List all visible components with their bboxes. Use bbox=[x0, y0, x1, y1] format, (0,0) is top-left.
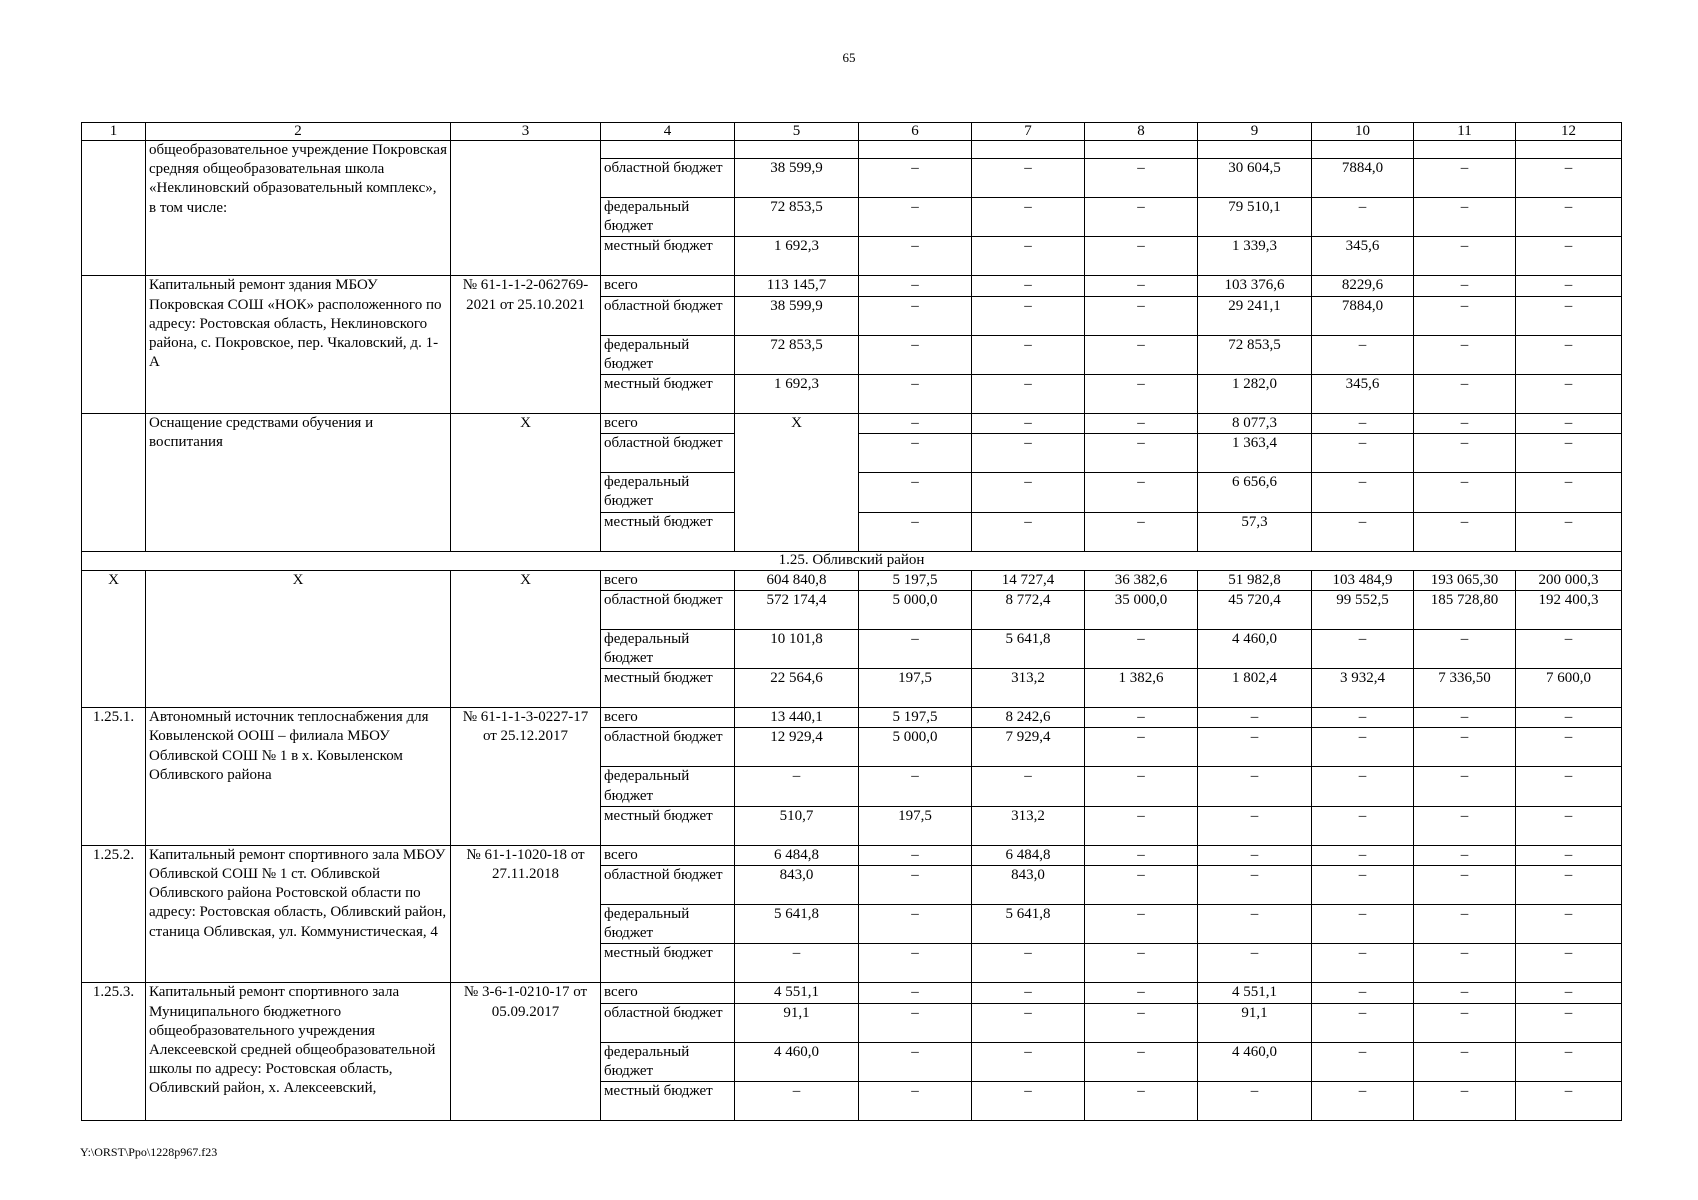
value-cell: 313,2 bbox=[972, 669, 1085, 708]
value-cell: 91,1 bbox=[735, 1003, 859, 1042]
value-cell: – bbox=[1085, 335, 1198, 374]
table-row bbox=[82, 551, 1622, 570]
value-cell: – bbox=[1085, 629, 1198, 668]
value-cell: 5 641,8 bbox=[972, 629, 1085, 668]
value-cell: 192 400,3 bbox=[1516, 590, 1622, 629]
value-cell: – bbox=[1198, 728, 1312, 767]
document-cell: Х bbox=[451, 570, 601, 708]
funding-source-cell: областной бюджет bbox=[601, 590, 735, 629]
document-cell: № 61-1-1020-18 от 27.11.2018 bbox=[451, 845, 601, 983]
value-cell: 3 932,4 bbox=[1312, 669, 1414, 708]
funding-source-cell: федеральный бюджет bbox=[601, 335, 735, 374]
value-cell: – bbox=[1085, 434, 1198, 473]
value-cell: 843,0 bbox=[972, 866, 1085, 905]
value-cell: – bbox=[859, 1003, 972, 1042]
value-cell: – bbox=[1516, 866, 1622, 905]
value-cell: – bbox=[1085, 296, 1198, 335]
funding-source-cell: областной бюджет bbox=[601, 434, 735, 473]
value-cell: – bbox=[1414, 866, 1516, 905]
value-cell: – bbox=[1312, 708, 1414, 728]
value-cell: – bbox=[1414, 1082, 1516, 1121]
value-cell: 313,2 bbox=[972, 806, 1085, 845]
value-cell: 4 460,0 bbox=[735, 1042, 859, 1081]
value-cell: – bbox=[972, 512, 1085, 551]
empty-cell bbox=[601, 141, 735, 159]
value-cell: – bbox=[972, 159, 1085, 198]
value-cell: 79 510,1 bbox=[1198, 198, 1312, 237]
value-cell: – bbox=[1312, 335, 1414, 374]
value-cell: – bbox=[1198, 944, 1312, 983]
value-cell: – bbox=[735, 1082, 859, 1121]
value-cell: – bbox=[972, 944, 1085, 983]
value-cell: – bbox=[1085, 1042, 1198, 1081]
value-cell: 1 363,4 bbox=[1198, 434, 1312, 473]
budget-table bbox=[81, 122, 1622, 1121]
value-cell: – bbox=[1516, 198, 1622, 237]
table-row bbox=[82, 414, 1622, 434]
funding-source-cell: местный бюджет bbox=[601, 237, 735, 276]
funding-source-cell: областной бюджет bbox=[601, 866, 735, 905]
value-cell: 99 552,5 bbox=[1312, 590, 1414, 629]
value-cell: 4 551,1 bbox=[1198, 983, 1312, 1003]
value-cell: – bbox=[1516, 708, 1622, 728]
funding-source-cell: областной бюджет bbox=[601, 1003, 735, 1042]
value-cell: 13 440,1 bbox=[735, 708, 859, 728]
value-cell: – bbox=[1312, 1082, 1414, 1121]
table-row bbox=[82, 276, 1622, 296]
value-cell: 103 376,6 bbox=[1198, 276, 1312, 296]
funding-source-cell: всего bbox=[601, 570, 735, 590]
empty-cell bbox=[1516, 141, 1622, 159]
value-cell: – bbox=[859, 845, 972, 865]
value-cell: 45 720,4 bbox=[1198, 590, 1312, 629]
header-row bbox=[82, 123, 1622, 141]
value-cell: – bbox=[859, 159, 972, 198]
value-cell: 29 241,1 bbox=[1198, 296, 1312, 335]
value-cell: – bbox=[1312, 1003, 1414, 1042]
value-cell: 7 600,0 bbox=[1516, 669, 1622, 708]
value-cell: – bbox=[1312, 1042, 1414, 1081]
value-cell: – bbox=[972, 375, 1085, 414]
value-cell: – bbox=[1516, 473, 1622, 512]
item-number-cell: Х bbox=[82, 570, 146, 708]
item-name-cell: Оснащение средствами обучения и воспитания bbox=[146, 414, 451, 552]
value-cell: – bbox=[1198, 708, 1312, 728]
value-cell: 185 728,80 bbox=[1414, 590, 1516, 629]
empty-cell bbox=[1312, 141, 1414, 159]
value-cell: – bbox=[859, 237, 972, 276]
column-header: 5 bbox=[735, 123, 859, 141]
value-cell: – bbox=[1516, 845, 1622, 865]
section-header: 1.25. Обливский район bbox=[82, 551, 1622, 570]
document-cell: № 61-1-1-3-0227-17 от 25.12.2017 bbox=[451, 708, 601, 846]
value-cell: – bbox=[1414, 335, 1516, 374]
value-cell: – bbox=[1414, 512, 1516, 551]
value-cell: – bbox=[972, 335, 1085, 374]
item-number-cell bbox=[82, 276, 146, 414]
funding-source-cell: всего bbox=[601, 276, 735, 296]
item-name-cell: Капитальный ремонт спортивного зала МБОУ Обливской СОШ № 1 ст. Обливской Обливского района Ростовской области по адресу: Ростовская область, Обливский район, станица Обливская, ул. Коммунистическая, 4 bbox=[146, 845, 451, 983]
value-cell: – bbox=[972, 767, 1085, 806]
value-cell: – bbox=[1516, 1042, 1622, 1081]
funding-source-cell: местный бюджет bbox=[601, 669, 735, 708]
value-cell: – bbox=[1414, 375, 1516, 414]
document-cell: Х bbox=[451, 414, 601, 552]
value-cell: – bbox=[1516, 983, 1622, 1003]
funding-source-cell: областной бюджет bbox=[601, 296, 735, 335]
value-cell: – bbox=[1414, 237, 1516, 276]
value-cell: – bbox=[859, 629, 972, 668]
value-cell: – bbox=[1085, 237, 1198, 276]
value-cell: – bbox=[1085, 905, 1198, 944]
empty-cell bbox=[1414, 141, 1516, 159]
funding-source-cell: областной бюджет bbox=[601, 728, 735, 767]
column-header: 7 bbox=[972, 123, 1085, 141]
value-cell: – bbox=[1312, 845, 1414, 865]
value-cell: – bbox=[859, 296, 972, 335]
value-cell: – bbox=[1085, 198, 1198, 237]
value-cell: – bbox=[1085, 1003, 1198, 1042]
value-cell: – bbox=[1198, 845, 1312, 865]
value-cell: – bbox=[735, 944, 859, 983]
funding-source-cell: местный бюджет bbox=[601, 512, 735, 551]
value-cell: 5 197,5 bbox=[859, 708, 972, 728]
value-cell: – bbox=[1085, 512, 1198, 551]
footer-file-path: Y:\ORST\Ppo\1228p967.f23 bbox=[80, 1145, 218, 1159]
column-header: 2 bbox=[146, 123, 451, 141]
column-header: 3 bbox=[451, 123, 601, 141]
value-cell: Х bbox=[735, 414, 859, 552]
value-cell: – bbox=[1085, 983, 1198, 1003]
value-cell: 200 000,3 bbox=[1516, 570, 1622, 590]
funding-source-cell: всего bbox=[601, 708, 735, 728]
value-cell: 1 339,3 bbox=[1198, 237, 1312, 276]
column-header: 6 bbox=[859, 123, 972, 141]
value-cell: – bbox=[1414, 198, 1516, 237]
value-cell: 6 484,8 bbox=[972, 845, 1085, 865]
document-cell: № 61-1-1-2-062769-2021 от 25.10.2021 bbox=[451, 276, 601, 414]
value-cell: – bbox=[972, 434, 1085, 473]
value-cell: – bbox=[735, 767, 859, 806]
value-cell: – bbox=[1085, 708, 1198, 728]
value-cell: – bbox=[1414, 1042, 1516, 1081]
value-cell: – bbox=[1085, 1082, 1198, 1121]
value-cell: – bbox=[1414, 1003, 1516, 1042]
value-cell: – bbox=[1516, 237, 1622, 276]
value-cell: 4 460,0 bbox=[1198, 1042, 1312, 1081]
value-cell: – bbox=[1312, 806, 1414, 845]
value-cell: – bbox=[972, 1042, 1085, 1081]
funding-source-cell: местный бюджет bbox=[601, 1082, 735, 1121]
value-cell: 103 484,9 bbox=[1312, 570, 1414, 590]
value-cell: 8 772,4 bbox=[972, 590, 1085, 629]
funding-source-cell: федеральный бюджет bbox=[601, 905, 735, 944]
item-number-cell bbox=[82, 414, 146, 552]
value-cell: – bbox=[1312, 728, 1414, 767]
value-cell: 91,1 bbox=[1198, 1003, 1312, 1042]
table-row bbox=[82, 708, 1622, 728]
funding-source-cell: местный бюджет bbox=[601, 806, 735, 845]
funding-source-cell: местный бюджет bbox=[601, 944, 735, 983]
value-cell: – bbox=[1312, 944, 1414, 983]
value-cell: – bbox=[1516, 434, 1622, 473]
value-cell: 38 599,9 bbox=[735, 296, 859, 335]
value-cell: – bbox=[859, 983, 972, 1003]
column-header: 8 bbox=[1085, 123, 1198, 141]
value-cell: – bbox=[859, 767, 972, 806]
value-cell: – bbox=[859, 414, 972, 434]
value-cell: – bbox=[972, 414, 1085, 434]
value-cell: – bbox=[1414, 629, 1516, 668]
value-cell: – bbox=[1312, 512, 1414, 551]
document-cell bbox=[451, 141, 601, 276]
value-cell: – bbox=[859, 276, 972, 296]
value-cell: 843,0 bbox=[735, 866, 859, 905]
value-cell: – bbox=[1312, 629, 1414, 668]
column-header: 12 bbox=[1516, 123, 1622, 141]
funding-source-cell: всего bbox=[601, 983, 735, 1003]
item-number-cell: 1.25.1. bbox=[82, 708, 146, 846]
value-cell: – bbox=[1414, 905, 1516, 944]
value-cell: 197,5 bbox=[859, 806, 972, 845]
column-header: 9 bbox=[1198, 123, 1312, 141]
value-cell: 22 564,6 bbox=[735, 669, 859, 708]
value-cell: – bbox=[972, 983, 1085, 1003]
value-cell: – bbox=[972, 1003, 1085, 1042]
value-cell: – bbox=[1516, 375, 1622, 414]
value-cell: 57,3 bbox=[1198, 512, 1312, 551]
value-cell: 1 692,3 bbox=[735, 237, 859, 276]
value-cell: 1 692,3 bbox=[735, 375, 859, 414]
value-cell: – bbox=[1414, 473, 1516, 512]
value-cell: 8 242,6 bbox=[972, 708, 1085, 728]
column-header: 10 bbox=[1312, 123, 1414, 141]
value-cell: – bbox=[1198, 866, 1312, 905]
value-cell: – bbox=[1516, 806, 1622, 845]
page-number: 65 bbox=[842, 50, 856, 65]
value-cell: – bbox=[1085, 806, 1198, 845]
value-cell: 35 000,0 bbox=[1085, 590, 1198, 629]
value-cell: 1 382,6 bbox=[1085, 669, 1198, 708]
value-cell: – bbox=[1312, 767, 1414, 806]
funding-source-cell: федеральный бюджет bbox=[601, 473, 735, 512]
value-cell: 7 929,4 bbox=[972, 728, 1085, 767]
funding-source-cell: федеральный бюджет bbox=[601, 767, 735, 806]
value-cell: 72 853,5 bbox=[735, 198, 859, 237]
value-cell: 72 853,5 bbox=[735, 335, 859, 374]
value-cell: 8229,6 bbox=[1312, 276, 1414, 296]
empty-cell bbox=[735, 141, 859, 159]
item-name-cell: Капитальный ремонт спортивного зала Муниципального бюджетного общеобразовательного учреждения Алексеевской средней общеобразовательной школы по адресу: Ростовская область, Обливский район, х. Алексеевский, bbox=[146, 983, 451, 1121]
value-cell: – bbox=[1085, 845, 1198, 865]
value-cell: – bbox=[1414, 845, 1516, 865]
value-cell: – bbox=[972, 1082, 1085, 1121]
value-cell: 113 145,7 bbox=[735, 276, 859, 296]
value-cell: – bbox=[1516, 414, 1622, 434]
value-cell: – bbox=[1516, 629, 1622, 668]
value-cell: – bbox=[859, 866, 972, 905]
value-cell: – bbox=[1312, 198, 1414, 237]
value-cell: – bbox=[1312, 414, 1414, 434]
value-cell: – bbox=[859, 473, 972, 512]
value-cell: – bbox=[1414, 296, 1516, 335]
funding-source-cell: всего bbox=[601, 845, 735, 865]
value-cell: 4 551,1 bbox=[735, 983, 859, 1003]
value-cell: 604 840,8 bbox=[735, 570, 859, 590]
table-row bbox=[82, 983, 1622, 1003]
funding-source-cell: местный бюджет bbox=[601, 375, 735, 414]
value-cell: – bbox=[1414, 728, 1516, 767]
value-cell: – bbox=[1516, 767, 1622, 806]
funding-source-cell: федеральный бюджет bbox=[601, 1042, 735, 1081]
value-cell: 5 000,0 bbox=[859, 590, 972, 629]
empty-cell bbox=[859, 141, 972, 159]
value-cell: – bbox=[1312, 983, 1414, 1003]
value-cell: 1 282,0 bbox=[1198, 375, 1312, 414]
value-cell: 345,6 bbox=[1312, 237, 1414, 276]
value-cell: – bbox=[1414, 983, 1516, 1003]
value-cell: – bbox=[1085, 866, 1198, 905]
item-name-cell: Автономный источник теплоснабжения для Ковыленской ООШ – филиала МБОУ Обливской СОШ № 1 в х. Ковыленском Обливского района bbox=[146, 708, 451, 846]
value-cell: – bbox=[859, 512, 972, 551]
value-cell: – bbox=[1312, 434, 1414, 473]
value-cell: 5 641,8 bbox=[972, 905, 1085, 944]
item-name-cell: общеобразовательное учреждение Покровская средняя общеобразовательная школа «Неклиновский образовательный комплекс», в том числе: bbox=[146, 141, 451, 276]
value-cell: 6 656,6 bbox=[1198, 473, 1312, 512]
value-cell: – bbox=[1414, 276, 1516, 296]
value-cell: – bbox=[1414, 414, 1516, 434]
empty-cell bbox=[1085, 141, 1198, 159]
column-header: 4 bbox=[601, 123, 735, 141]
value-cell: – bbox=[859, 1042, 972, 1081]
value-cell: – bbox=[1198, 806, 1312, 845]
value-cell: – bbox=[1085, 414, 1198, 434]
value-cell: 12 929,4 bbox=[735, 728, 859, 767]
value-cell: – bbox=[1516, 512, 1622, 551]
column-header: 1 bbox=[82, 123, 146, 141]
value-cell: – bbox=[859, 434, 972, 473]
value-cell: 10 101,8 bbox=[735, 629, 859, 668]
value-cell: – bbox=[972, 276, 1085, 296]
value-cell: – bbox=[972, 198, 1085, 237]
value-cell: – bbox=[1198, 1082, 1312, 1121]
value-cell: – bbox=[1516, 1082, 1622, 1121]
value-cell: – bbox=[1198, 767, 1312, 806]
value-cell: 8 077,3 bbox=[1198, 414, 1312, 434]
funding-source-cell: федеральный бюджет bbox=[601, 629, 735, 668]
value-cell: – bbox=[1516, 335, 1622, 374]
value-cell: – bbox=[1085, 944, 1198, 983]
empty-cell bbox=[972, 141, 1085, 159]
item-name-cell: Х bbox=[146, 570, 451, 708]
value-cell: – bbox=[859, 944, 972, 983]
funding-source-cell: областной бюджет bbox=[601, 159, 735, 198]
value-cell: 1 802,4 bbox=[1198, 669, 1312, 708]
value-cell: 38 599,9 bbox=[735, 159, 859, 198]
value-cell: – bbox=[1414, 159, 1516, 198]
value-cell: 5 641,8 bbox=[735, 905, 859, 944]
value-cell: 4 460,0 bbox=[1198, 629, 1312, 668]
value-cell: – bbox=[1198, 905, 1312, 944]
value-cell: 36 382,6 bbox=[1085, 570, 1198, 590]
value-cell: – bbox=[859, 198, 972, 237]
value-cell: 510,7 bbox=[735, 806, 859, 845]
value-cell: 7884,0 bbox=[1312, 159, 1414, 198]
value-cell: – bbox=[1085, 473, 1198, 512]
value-cell: – bbox=[1085, 159, 1198, 198]
value-cell: – bbox=[1516, 296, 1622, 335]
value-cell: – bbox=[972, 296, 1085, 335]
value-cell: – bbox=[1414, 708, 1516, 728]
value-cell: – bbox=[1516, 905, 1622, 944]
value-cell: – bbox=[1414, 944, 1516, 983]
value-cell: 5 000,0 bbox=[859, 728, 972, 767]
value-cell: – bbox=[859, 335, 972, 374]
empty-cell bbox=[1198, 141, 1312, 159]
value-cell: 193 065,30 bbox=[1414, 570, 1516, 590]
document-cell: № 3-6-1-0210-17 от 05.09.2017 bbox=[451, 983, 601, 1121]
value-cell: – bbox=[972, 237, 1085, 276]
value-cell: – bbox=[1085, 276, 1198, 296]
value-cell: – bbox=[859, 1082, 972, 1121]
value-cell: – bbox=[1312, 905, 1414, 944]
value-cell: 572 174,4 bbox=[735, 590, 859, 629]
value-cell: 51 982,8 bbox=[1198, 570, 1312, 590]
column-header: 11 bbox=[1414, 123, 1516, 141]
value-cell: – bbox=[1312, 866, 1414, 905]
value-cell: – bbox=[1414, 434, 1516, 473]
value-cell: 6 484,8 bbox=[735, 845, 859, 865]
value-cell: – bbox=[1516, 728, 1622, 767]
item-number-cell bbox=[82, 141, 146, 276]
value-cell: 7 336,50 bbox=[1414, 669, 1516, 708]
value-cell: – bbox=[859, 905, 972, 944]
value-cell: – bbox=[1085, 728, 1198, 767]
item-number-cell: 1.25.3. bbox=[82, 983, 146, 1121]
value-cell: 197,5 bbox=[859, 669, 972, 708]
funding-source-cell: всего bbox=[601, 414, 735, 434]
value-cell: – bbox=[1414, 767, 1516, 806]
item-number-cell: 1.25.2. bbox=[82, 845, 146, 983]
item-name-cell: Капитальный ремонт здания МБОУ Покровская СОШ «НОК» расположенного по адресу: Ростовская область, Неклиновского района, с. Покровское, пер. Чкаловский, д. 1-А bbox=[146, 276, 451, 414]
value-cell: 7884,0 bbox=[1312, 296, 1414, 335]
table-row bbox=[82, 141, 1622, 159]
funding-source-cell: федеральный бюджет bbox=[601, 198, 735, 237]
value-cell: – bbox=[1085, 375, 1198, 414]
value-cell: – bbox=[972, 473, 1085, 512]
value-cell: – bbox=[1516, 1003, 1622, 1042]
value-cell: – bbox=[1312, 473, 1414, 512]
value-cell: 345,6 bbox=[1312, 375, 1414, 414]
value-cell: 30 604,5 bbox=[1198, 159, 1312, 198]
value-cell: 72 853,5 bbox=[1198, 335, 1312, 374]
value-cell: 14 727,4 bbox=[972, 570, 1085, 590]
value-cell: – bbox=[1414, 806, 1516, 845]
value-cell: – bbox=[1516, 159, 1622, 198]
table-row bbox=[82, 570, 1622, 590]
value-cell: – bbox=[859, 375, 972, 414]
value-cell: – bbox=[1516, 276, 1622, 296]
value-cell: 5 197,5 bbox=[859, 570, 972, 590]
value-cell: – bbox=[1516, 944, 1622, 983]
table-row bbox=[82, 845, 1622, 865]
value-cell: – bbox=[1085, 767, 1198, 806]
